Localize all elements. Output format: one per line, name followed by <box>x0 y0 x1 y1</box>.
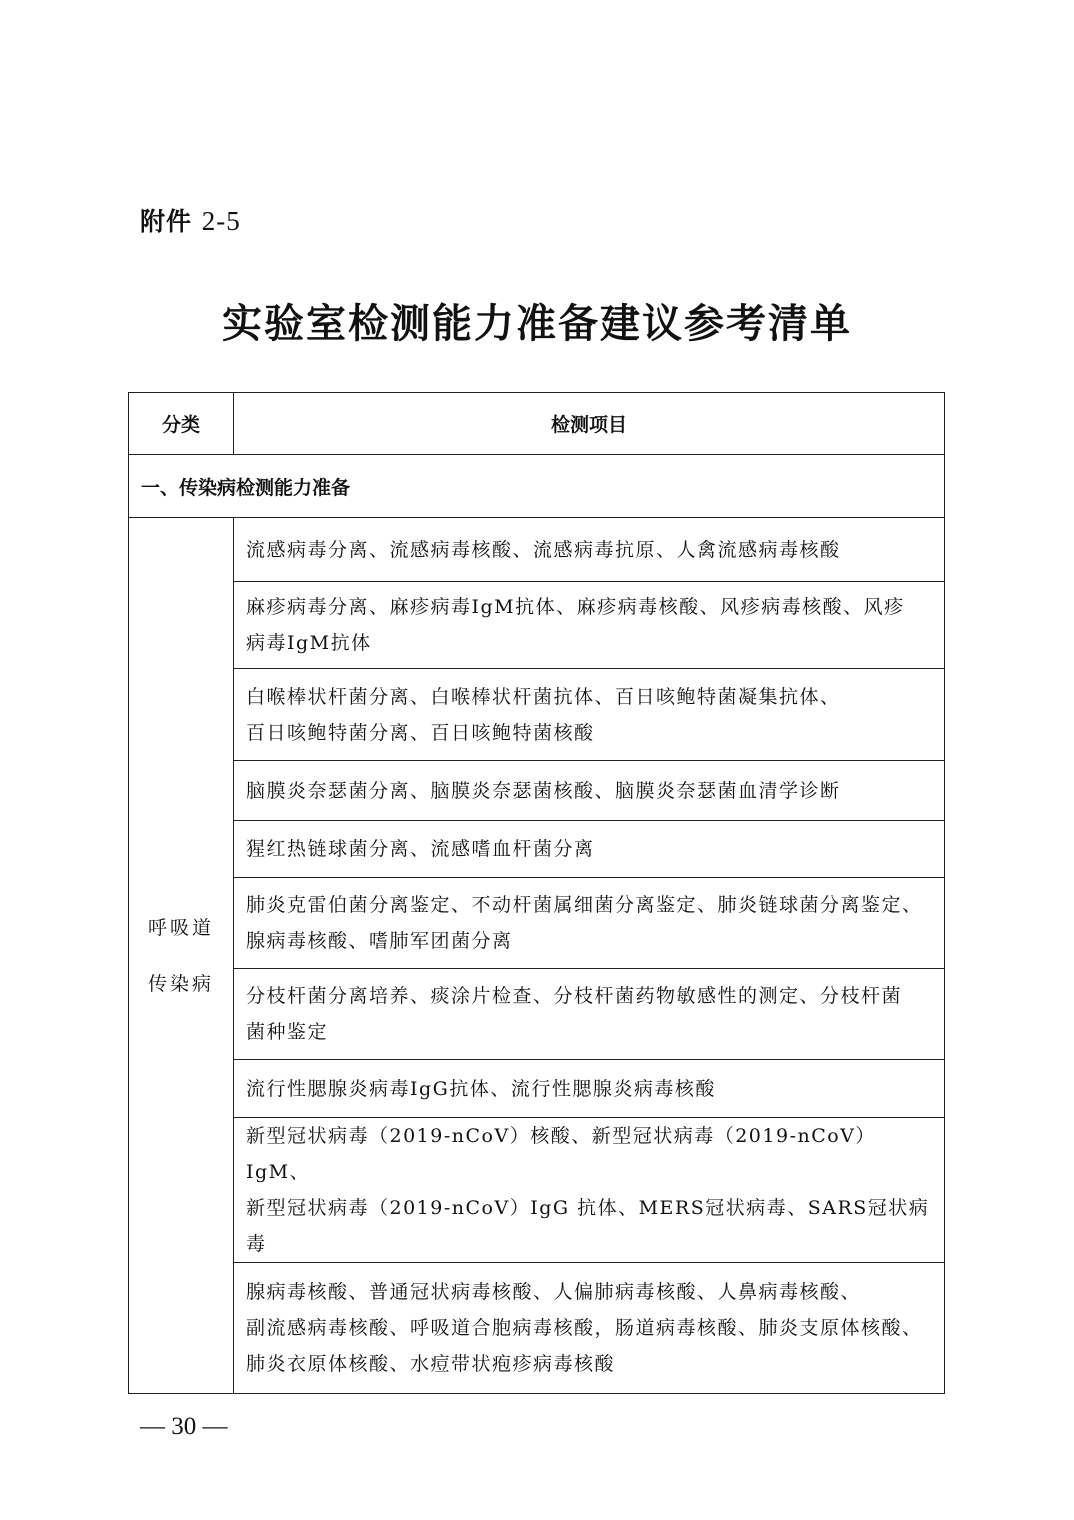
section-title: 一、传染病检测能力准备 <box>129 455 945 518</box>
table-header-row <box>129 393 945 455</box>
test-items-line: 流感病毒分离、流感病毒核酸、流感病毒抗原、人禽流感病毒核酸 <box>246 538 841 561</box>
table-row <box>129 669 945 761</box>
header-category: 分类 <box>129 393 234 455</box>
test-items-cell <box>234 582 945 669</box>
test-items-line: 副流感病毒核酸、呼吸道合胞病毒核酸，肠道病毒核酸、肺炎支原体核酸、 <box>246 1317 923 1339</box>
test-items-line: 流行性腮腺炎病毒IgG抗体、流行性腮腺炎病毒核酸 <box>246 1077 716 1100</box>
test-items-line: 菌种鉴定 <box>246 1021 329 1043</box>
table-row <box>129 821 945 878</box>
test-items-line: 分枝杆菌分离培养、痰涂片检查、分枝杆菌药物敏感性的测定、分枝杆菌 <box>246 985 903 1007</box>
attachment-label <box>140 202 241 238</box>
table-row <box>129 761 945 821</box>
category-label-line2: 传染病 <box>147 972 214 995</box>
test-items-line: 病毒IgM抗体 <box>246 632 372 654</box>
category-label-line1: 呼吸道 <box>147 916 214 939</box>
test-items-line: 脑膜炎奈瑟菌分离、脑膜炎奈瑟菌核酸、脑膜炎奈瑟菌血清学诊断 <box>246 779 841 802</box>
test-items-line: 百日咳鲍特菌分离、百日咳鲍特菌核酸 <box>246 721 595 744</box>
test-items-cell <box>234 518 945 582</box>
page-number: — 30 — <box>140 1413 228 1440</box>
table-row <box>129 878 945 969</box>
test-items-line: 肺炎衣原体核酸、水痘带状疱疹病毒核酸 <box>246 1353 616 1375</box>
test-items-cell <box>234 1263 945 1394</box>
table-row <box>129 1263 945 1394</box>
attachment-number: 2-5 <box>201 206 241 236</box>
test-items-cell <box>234 969 945 1060</box>
page-title: 实验室检测能力准备建议参考清单 <box>222 301 852 347</box>
test-items-cell <box>234 1060 945 1118</box>
table-row <box>129 969 945 1060</box>
section-row <box>129 455 945 518</box>
test-items-line: 新型冠状病毒（2019-nCoV）核酸、新型冠状病毒（2019-nCoV）IgM、 <box>246 1125 876 1183</box>
table-body <box>129 393 945 1394</box>
test-items-line: 白喉棒状杆菌分离、白喉棒状杆菌抗体、百日咳鲍特菌凝集抗体、 <box>246 685 841 708</box>
test-items-cell <box>234 669 945 761</box>
attachment-word: 附件 <box>140 207 193 236</box>
test-items-cell <box>234 821 945 878</box>
test-items-line: 腺病毒核酸、嗜肺军团菌分离 <box>246 930 513 952</box>
test-items-cell <box>234 761 945 821</box>
table-row <box>129 518 945 582</box>
test-items-line: 肺炎克雷伯菌分离鉴定、不动杆菌属细菌分离鉴定、肺炎链球菌分离鉴定、 <box>246 894 923 916</box>
header-items: 检测项目 <box>234 393 945 455</box>
test-items-line: 猩红热链球菌分离、流感嗜血杆菌分离 <box>246 838 595 860</box>
category-cell <box>129 518 234 1394</box>
table-row <box>129 582 945 669</box>
test-items-line: 新型冠状病毒（2019-nCoV）IgG 抗体、MERS冠状病毒、SARS冠状病毒 <box>246 1197 930 1255</box>
test-items-line: 麻疹病毒分离、麻疹病毒IgM抗体、麻疹病毒核酸、风疹病毒核酸、风疹 <box>246 596 905 618</box>
table-row <box>129 1118 945 1263</box>
capability-table <box>128 392 945 1394</box>
test-items-cell <box>234 878 945 969</box>
table-row <box>129 1060 945 1118</box>
test-items-cell <box>234 1118 945 1263</box>
test-items-line: 腺病毒核酸、普通冠状病毒核酸、人偏肺病毒核酸、人鼻病毒核酸、 <box>246 1281 862 1303</box>
